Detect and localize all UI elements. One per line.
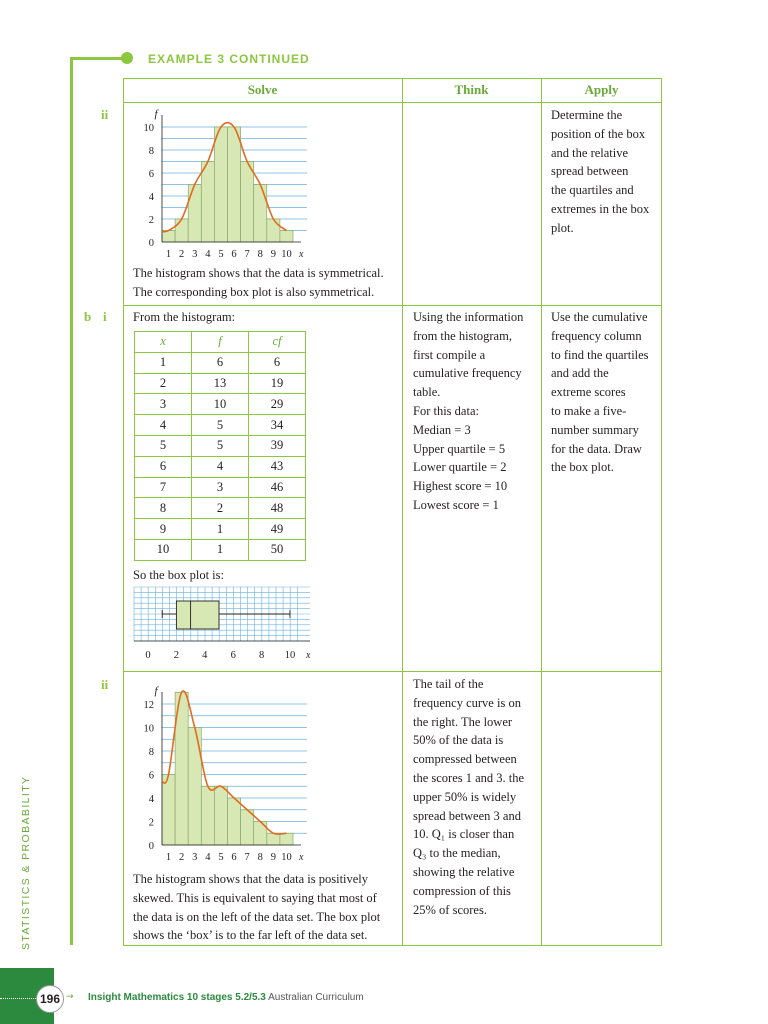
solve-text-a-ii-1: The histogram shows that the data is symmetrical. bbox=[133, 266, 384, 280]
histogram-bar bbox=[214, 127, 227, 242]
apply-header: Apply bbox=[584, 82, 619, 97]
table-cell: 10 bbox=[135, 539, 192, 560]
histogram-bar bbox=[241, 810, 254, 845]
x-tick-label: 2 bbox=[173, 650, 180, 661]
histogram-bar bbox=[280, 833, 293, 845]
x-tick-label: 4 bbox=[205, 249, 211, 260]
x-tick-label: 9 bbox=[270, 852, 276, 863]
think-b-ii-line: Q₃ to the median, bbox=[413, 846, 501, 861]
part-label-ii: ii bbox=[101, 107, 109, 122]
x-tick-label: 8 bbox=[257, 249, 263, 260]
x-axis-label: x bbox=[299, 852, 304, 863]
y-tick-label: 10 bbox=[143, 123, 154, 134]
x-tick-label: 5 bbox=[218, 249, 224, 260]
x-tick-label: 7 bbox=[244, 852, 250, 863]
y-axis-label: f bbox=[154, 108, 158, 120]
think-b-i-line: Lowest score = 1 bbox=[413, 497, 499, 512]
apply-b-i-line: frequency column bbox=[551, 328, 642, 343]
x-tick-label: 6 bbox=[231, 852, 237, 863]
table-row bbox=[135, 456, 306, 477]
histogram-bar bbox=[214, 786, 227, 845]
think-b-i-line: table. bbox=[413, 385, 441, 400]
box bbox=[176, 601, 219, 629]
think-b-ii-line: 50% of the data is bbox=[413, 733, 504, 748]
solve-intro-b-i: From the histogram: bbox=[133, 310, 236, 324]
table-cell: 5 bbox=[192, 435, 249, 456]
example-heading: EXAMPLE 3 CONTINUED bbox=[148, 52, 310, 66]
apply-a-ii-line: extremes in the box bbox=[551, 201, 650, 216]
part-label-b: b bbox=[84, 309, 92, 324]
think-b-ii-line: compressed between bbox=[413, 752, 517, 767]
footer-text bbox=[88, 992, 364, 1003]
think-b-i-line: For this data: bbox=[413, 403, 479, 418]
table-cell: 13 bbox=[192, 373, 249, 394]
y-axis-label: f bbox=[154, 685, 158, 697]
page-number: 196 bbox=[36, 985, 64, 1013]
histogram-bar bbox=[188, 185, 201, 243]
think-b-i-line: Median = 3 bbox=[413, 422, 471, 437]
y-tick-label: 2 bbox=[148, 215, 154, 226]
apply-a-ii-line: spread between bbox=[551, 164, 629, 179]
apply-a-ii-line: plot. bbox=[551, 220, 574, 235]
y-tick-label: 12 bbox=[143, 700, 154, 711]
think-b-ii-line: upper 50% is widely bbox=[413, 789, 517, 804]
think-b-ii-line: frequency curve is on bbox=[413, 695, 521, 710]
solve-b-ii-line: The histogram shows that the data is positively bbox=[133, 872, 369, 886]
column-divider-1 bbox=[402, 78, 403, 946]
apply-b-i-line: number summary bbox=[551, 422, 639, 437]
apply-b-i-line: the box plot. bbox=[551, 460, 614, 475]
solve-text-b-ii bbox=[133, 870, 380, 945]
y-tick-label: 2 bbox=[148, 817, 154, 829]
footer-book-title: Insight Mathematics 10 stages 5.2/5.3 bbox=[88, 992, 266, 1003]
x-tick-label: 10 bbox=[281, 852, 292, 863]
table-cell: 50 bbox=[249, 539, 306, 560]
x-tick-label: 8 bbox=[258, 650, 265, 661]
histogram-bar bbox=[175, 219, 188, 242]
table-cell: 39 bbox=[249, 435, 306, 456]
apply-a-ii-line: and the relative bbox=[551, 145, 629, 160]
histogram-bar bbox=[162, 775, 175, 846]
table-row bbox=[135, 415, 306, 436]
y-tick-label: 6 bbox=[148, 770, 154, 782]
boxplot-intro: So the box plot is: bbox=[133, 568, 224, 582]
think-b-ii-line: the right. The lower bbox=[413, 714, 513, 729]
y-tick-label: 8 bbox=[148, 747, 154, 758]
apply-text-b-i bbox=[551, 308, 649, 477]
y-tick-label: 6 bbox=[148, 169, 154, 180]
histogram-bar bbox=[228, 798, 241, 845]
column-header-x: x bbox=[135, 332, 192, 353]
histogram-bar bbox=[280, 231, 293, 243]
part-label-ii-b: ii bbox=[101, 677, 109, 692]
histogram-bar bbox=[228, 127, 241, 242]
table-cell: 1 bbox=[192, 539, 249, 560]
cumulative-frequency-table bbox=[134, 331, 306, 561]
table-cell: 5 bbox=[135, 435, 192, 456]
y-tick-label: 4 bbox=[148, 192, 154, 203]
heading-rule bbox=[70, 57, 127, 60]
table-row bbox=[135, 435, 306, 456]
footer-arrow-icon: → bbox=[66, 992, 74, 1002]
solve-b-ii-line: skewed. This is equivalent to saying that most of bbox=[133, 890, 377, 905]
table-cell: 6 bbox=[192, 352, 249, 373]
column-header-cf: cf bbox=[249, 332, 306, 353]
think-header: Think bbox=[454, 82, 489, 97]
box-plot bbox=[128, 584, 318, 666]
table-cell: 2 bbox=[192, 498, 249, 519]
margin-rule bbox=[70, 58, 73, 945]
x-tick-label: 7 bbox=[244, 249, 250, 260]
think-b-i-line: from the histogram, bbox=[413, 328, 512, 343]
solve-b-ii-line: the data is on the left of the data set. The box plot bbox=[133, 909, 381, 924]
apply-a-ii-line: Determine the bbox=[551, 108, 623, 122]
x-tick-label: 10 bbox=[284, 650, 296, 661]
histogram-bar bbox=[201, 786, 214, 845]
x-tick-label: 6 bbox=[230, 650, 236, 661]
apply-b-i-line: to make a five- bbox=[551, 403, 627, 418]
histogram-symmetric bbox=[128, 106, 310, 262]
table-cell: 6 bbox=[135, 456, 192, 477]
solve-header: Solve bbox=[247, 82, 278, 97]
x-tick-label: 10 bbox=[281, 249, 292, 260]
apply-b-i-line: extreme scores bbox=[551, 385, 626, 400]
think-b-i-line: Lower quartile = 2 bbox=[413, 460, 507, 475]
think-text-b-ii bbox=[413, 675, 524, 919]
y-tick-label: 0 bbox=[148, 238, 154, 249]
table-cell: 8 bbox=[135, 498, 192, 519]
think-b-i-line: Highest score = 10 bbox=[413, 479, 508, 494]
apply-b-i-line: for the data. Draw bbox=[551, 441, 642, 456]
x-tick-label: 4 bbox=[205, 852, 211, 863]
x-tick-label: 4 bbox=[202, 650, 208, 661]
think-b-ii-line: The tail of the bbox=[413, 677, 484, 691]
table-cell: 3 bbox=[135, 394, 192, 415]
x-tick-label: 1 bbox=[165, 249, 172, 260]
table-cell: 46 bbox=[249, 477, 306, 498]
apply-b-i-line: Use the cumulative bbox=[551, 310, 648, 324]
histogram-bar bbox=[254, 185, 267, 243]
table-cell: 2 bbox=[135, 373, 192, 394]
footer-book-subtitle: Australian Curriculum bbox=[268, 992, 364, 1003]
table-cell: 34 bbox=[249, 415, 306, 436]
y-tick-label: 10 bbox=[143, 723, 154, 735]
apply-a-ii-line: position of the box bbox=[551, 126, 646, 141]
table-cell: 43 bbox=[249, 456, 306, 477]
table-row bbox=[135, 352, 306, 373]
y-tick-label: 0 bbox=[148, 841, 154, 852]
think-b-i-line: cumulative frequency bbox=[413, 366, 522, 381]
table-cell: 1 bbox=[192, 519, 249, 540]
table-row bbox=[135, 394, 306, 415]
x-tick-label: 2 bbox=[179, 249, 185, 260]
x-axis-label: x bbox=[306, 650, 311, 661]
table-cell: 1 bbox=[135, 352, 192, 373]
row-divider-1 bbox=[123, 305, 662, 306]
table-row bbox=[135, 498, 306, 519]
think-b-ii-line: spread between 3 and bbox=[413, 808, 521, 823]
apply-a-ii-line: the quartiles and bbox=[551, 183, 634, 198]
row-divider-2 bbox=[123, 671, 662, 672]
x-tick-label: 0 bbox=[145, 650, 151, 661]
histogram-bar bbox=[201, 162, 214, 243]
table-cell: 6 bbox=[249, 352, 306, 373]
x-tick-label: 2 bbox=[179, 852, 185, 863]
table-cell: 19 bbox=[249, 373, 306, 394]
think-b-i-line: first compile a bbox=[413, 347, 486, 362]
y-tick-label: 4 bbox=[148, 794, 154, 805]
x-tick-label: 3 bbox=[192, 852, 198, 863]
table-row bbox=[135, 519, 306, 540]
x-tick-label: 5 bbox=[218, 852, 224, 863]
think-b-i-line: Upper quartile = 5 bbox=[413, 441, 506, 456]
table-cell: 29 bbox=[249, 394, 306, 415]
apply-b-i-line: to find the quartiles bbox=[551, 347, 649, 362]
header-row-divider bbox=[123, 102, 662, 103]
apply-text-a-ii bbox=[551, 106, 649, 238]
table-cell: 4 bbox=[135, 415, 192, 436]
table-cell: 9 bbox=[135, 519, 192, 540]
x-tick-label: 1 bbox=[165, 852, 172, 863]
table-row bbox=[135, 373, 306, 394]
histogram-skewed bbox=[128, 676, 310, 864]
column-header-f: f bbox=[192, 332, 249, 353]
heading-dot-icon bbox=[121, 52, 133, 64]
solve-b-ii-line: shows the ‘box’ is to the far left of the data set. bbox=[133, 928, 368, 943]
x-tick-label: 3 bbox=[192, 249, 198, 260]
table-cell: 3 bbox=[192, 477, 249, 498]
table-cell: 7 bbox=[135, 477, 192, 498]
think-b-ii-line: 10. Q₁ is closer than bbox=[413, 827, 515, 842]
table-row bbox=[135, 539, 306, 560]
column-divider-2 bbox=[541, 78, 542, 946]
histogram-bar bbox=[241, 162, 254, 243]
table-cell: 4 bbox=[192, 456, 249, 477]
footer-dotted-leader bbox=[0, 998, 36, 999]
histogram-bar bbox=[267, 833, 280, 845]
think-b-i-line: Using the information bbox=[413, 310, 524, 324]
table-cell: 5 bbox=[192, 415, 249, 436]
part-label-i: i bbox=[103, 309, 107, 324]
x-tick-label: 6 bbox=[231, 249, 237, 260]
solve-text-a-ii-2: The corresponding box plot is also symmetrical. bbox=[133, 285, 375, 299]
table-cell: 10 bbox=[192, 394, 249, 415]
side-section-label: STATISTICS & PROBABILITY bbox=[20, 775, 32, 950]
think-text-b-i bbox=[413, 308, 523, 515]
table-row bbox=[135, 477, 306, 498]
think-b-ii-line: the scores 1 and 3. the bbox=[413, 770, 525, 785]
table-cell: 48 bbox=[249, 498, 306, 519]
table-cell: 49 bbox=[249, 519, 306, 540]
think-b-ii-line: showing the relative bbox=[413, 864, 515, 879]
histogram-bar bbox=[267, 219, 280, 242]
x-axis-label: x bbox=[299, 249, 304, 260]
apply-b-i-line: and add the bbox=[551, 366, 609, 381]
think-b-ii-line: compression of this bbox=[413, 883, 511, 898]
y-tick-label: 8 bbox=[148, 146, 154, 157]
x-tick-label: 8 bbox=[257, 852, 263, 863]
x-tick-label: 9 bbox=[270, 249, 276, 260]
think-b-ii-line: 25% of scores. bbox=[413, 902, 487, 917]
